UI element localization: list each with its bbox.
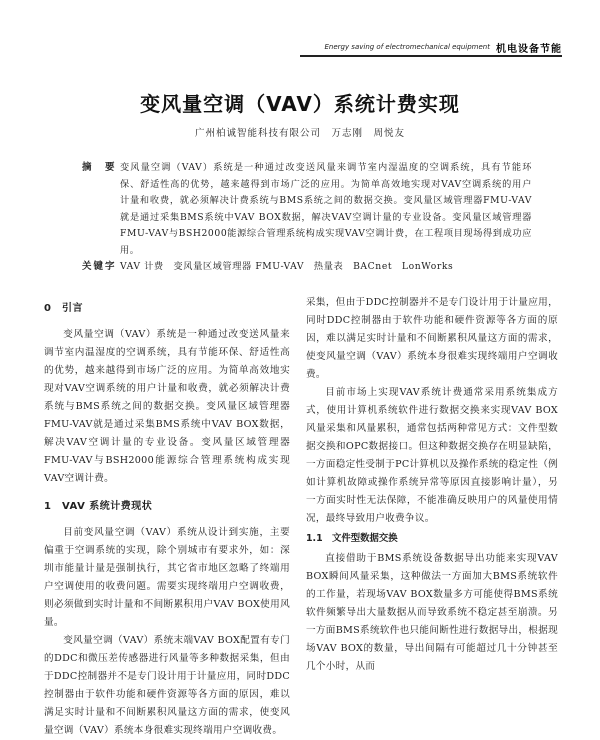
paragraph: 变风量空调（VAV）系统末端VAV BOX配置有专门的DDC和微压差传感器进行风量等多种数据采集，但由于DDC控制器并不是专门设计用于计量应用，同时DDC控制器由于软件功能和硬件资源等各方面的原因，难以满足实时计量和不间断累积风量这方面的需求，使变风量空调（VAV）系统本身很难实现终端用户空调收费。	[44, 635, 290, 736]
journal-section-cn: 机电设备节能	[496, 43, 562, 55]
abstract-label: 摘 要	[82, 162, 117, 173]
paragraph: 采集，但由于DDC控制器并不是专门设计用于计量应用，同时DDC控制器由于软件功能和硬件资源等各方面的原因，难以满足实时计量和不间断累积风量这方面的需求，使变风量空调（VAV）系统本身很难实现终端用户空调收费。	[306, 297, 558, 380]
paragraph: 直接借助于BMS系统设备数据导出功能来实现VAV BOX瞬间风量采集，这种做法一方面加大BMS系统软件的工作量，若现场VAV BOX数量多方可能使得BMS系统软件频繁导出大量数据从而导致系统不稳定甚至崩溃。另一方面BMS系统软件也只能间断性进行数据导出，根据现场VAV BOX的数量，导出间隔有可能超过几十分钟甚至几个小时，从而	[306, 553, 558, 672]
abstract-block	[82, 160, 532, 276]
authors-line: 广州柏诚智能科技有限公司 万志刚 周悦友	[194, 128, 405, 139]
paragraph: 变风量空调（VAV）系统是一种通过改变送风量来调节室内温湿度的空调系统，具有节能环保、舒适性高的优势，越来越得到市场广泛的应用。为简单高效地实现对VAV空调系统的用户计量和收费，就必须解决计费系统与BMS系统之间的数据交换。变风量区域管理器FMU-VAV就是通过采集BMS系统中VAV BOX数据，解决VAV空调计量的专业设备。变风量区域管理器FMU-VAV与BSH2000能源综合管理系统构成实现VAV空调计费。	[44, 329, 290, 484]
keywords-text: VAV 计费 变风量区域管理器 FMU-VAV 热量表 BACnet LonWorks	[120, 261, 454, 272]
header-rule	[300, 55, 562, 57]
paragraph: 目前变风量空调（VAV）系统从设计到实施，主要偏重于空调系统的实现，除个别城市有要求外，如：深圳市能量计量是强制执行，其它省市地区忽略了终端用户空调使用的收费问题。需要实现终端用户空调收费，则必须做到实时计量和不间断累积用户VAV BOX使用风量。	[44, 527, 290, 628]
abstract-text: 变风量空调（VAV）系统是一种通过改变送风量来调节室内湿温度的空调系统，具有节能环保、舒适性高的优势，越来越得到市场广泛的应用。为简单高效地实现对VAV空调系统的用户计量和收费，就必须解决计费系统与BMS系统之间的数据交换。变风量区域管理器FMU-VAV就是通过采集BMS系统中VAV BOX数据，解决VAV空调计量的专业设备。变风量区域管理器FMU-VAV与BSH2000能源综合管理系统构成实现VAV空调计费，在工程项目现场得到成功应用。	[120, 162, 532, 256]
right-column	[306, 294, 558, 676]
section-heading-intro: 0 引言	[44, 303, 83, 314]
journal-name-en: Energy saving of electromechanical equipment	[324, 43, 490, 51]
section-heading-vav-status: 1 VAV 系统计费现状	[44, 501, 153, 512]
left-column	[44, 294, 290, 736]
subsection-heading-file-exchange: 1.1 文件型数据交换	[306, 533, 398, 544]
keywords-label: 关键字	[82, 261, 117, 272]
paragraph: 目前市场上实现VAV系统计费通常采用系统集成方式，使用计算机系统软件进行数据交换来实现VAV BOX风量采集和风量累积，通常包括两种常见方式：文件型数据交换和OPC数据接口。但这种数据交换存在明显缺陷，一方面稳定性受制于PC计算机以及操作系统的稳定性（例如计算机故障或操作系统异常等原因直接影响计量），另一方面实时性无法保障，不能准确反映用户的风量使用情况，最终导致用户收费争议。	[306, 387, 558, 524]
running-header	[300, 40, 562, 54]
article-title: 变风量空调（VAV）系统计费实现	[140, 92, 460, 116]
